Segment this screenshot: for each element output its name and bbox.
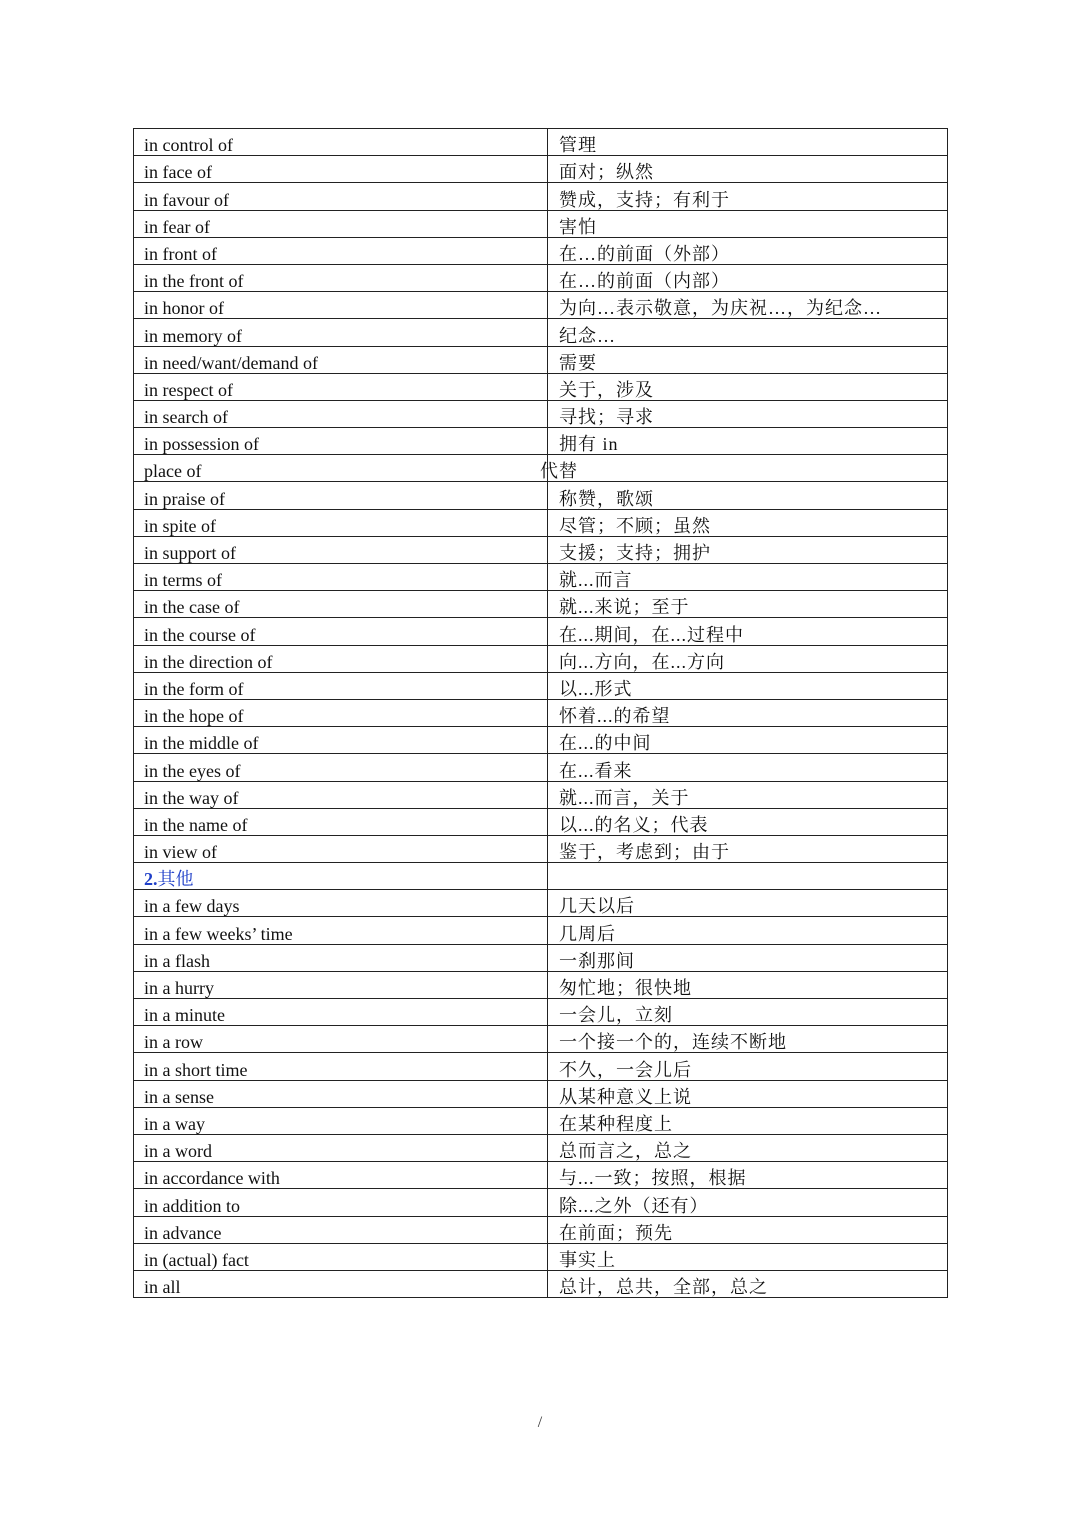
phrase-chinese: 就...而言 [548, 564, 948, 591]
phrase-english: in a row [134, 1026, 548, 1053]
phrase-english: in the middle of [134, 727, 548, 754]
table-row [134, 264, 948, 291]
phrase-english: in the case of [134, 591, 548, 618]
phrase-english: in fear of [134, 210, 548, 237]
table-row [134, 1134, 948, 1161]
section-title: 其他 [157, 869, 194, 890]
table-row [134, 808, 948, 835]
phrase-chinese: 面对；纵然 [548, 156, 948, 183]
phrase-chinese: 寻找；寻求 [548, 400, 948, 427]
phrase-chinese: 几周后 [548, 917, 948, 944]
phrase-chinese: 以...形式 [548, 672, 948, 699]
phrase-english: in the name of [134, 808, 548, 835]
phrase-chinese: 称赞，歌颂 [548, 482, 948, 509]
phrase-chinese: 尽管；不顾；虽然 [548, 509, 948, 536]
phrase-english: place of [134, 455, 548, 482]
table-row [134, 1270, 948, 1297]
phrase-english: in addition to [134, 1189, 548, 1216]
phrase-english: in all [134, 1270, 548, 1297]
phrase-english: in spite of [134, 509, 548, 536]
page-footer-mark: / [537, 1414, 543, 1431]
phrase-english: in honor of [134, 292, 548, 319]
phrase-english: in (actual) fact [134, 1243, 548, 1270]
table-row [134, 618, 948, 645]
table-row [134, 672, 948, 699]
section-heading-row [134, 863, 948, 890]
phrase-english: in need/want/demand of [134, 346, 548, 373]
phrase-chinese: 从某种意义上说 [548, 1080, 948, 1107]
phrase-english: in the way of [134, 781, 548, 808]
phrase-english: in memory of [134, 319, 548, 346]
table-row [134, 699, 948, 726]
phrase-chinese-text: 代替 [540, 461, 578, 482]
table-row [134, 183, 948, 210]
phrase-english: in possession of [134, 428, 548, 455]
phrase-english: in the form of [134, 672, 548, 699]
table-row [134, 1026, 948, 1053]
phrase-chinese: 在...期间，在...过程中 [548, 618, 948, 645]
phrase-english: in control of [134, 129, 548, 156]
empty-cell [548, 863, 948, 890]
phrase-chinese: 在某种程度上 [548, 1107, 948, 1134]
table-row [134, 536, 948, 563]
phrase-chinese: 在…的前面（外部） [548, 237, 948, 264]
phrase-chinese: 总计，总共，全部，总之 [548, 1270, 948, 1297]
phrase-chinese: 为向…表示敬意，为庆祝…，为纪念… [548, 292, 948, 319]
phrase-chinese: 拥有 in [548, 428, 948, 455]
table-row [134, 482, 948, 509]
table-row [134, 754, 948, 781]
table-row [134, 455, 948, 482]
phrase-chinese: 除...之外（还有） [548, 1189, 948, 1216]
phrase-english: in a hurry [134, 971, 548, 998]
table-row [134, 1189, 948, 1216]
phrase-english: in a few weeks’ time [134, 917, 548, 944]
table-row [134, 591, 948, 618]
table-row [134, 319, 948, 346]
phrase-chinese: 关于，涉及 [548, 373, 948, 400]
phrase-english: in praise of [134, 482, 548, 509]
phrase-chinese: 就...来说；至于 [548, 591, 948, 618]
phrase-table-body [134, 129, 948, 1298]
table-row [134, 1216, 948, 1243]
phrase-english: in view of [134, 835, 548, 862]
table-row [134, 1107, 948, 1134]
phrase-chinese: 赞成，支持；有利于 [548, 183, 948, 210]
table-row [134, 1162, 948, 1189]
phrase-chinese: 不久，一会儿后 [548, 1053, 948, 1080]
table-row [134, 917, 948, 944]
phrase-chinese: 支援；支持；拥护 [548, 536, 948, 563]
table-row [134, 835, 948, 862]
phrase-english: in advance [134, 1216, 548, 1243]
phrase-chinese: 鉴于，考虑到；由于 [548, 835, 948, 862]
table-row [134, 781, 948, 808]
phrase-chinese: 管理 [548, 129, 948, 156]
phrase-chinese: 需要 [548, 346, 948, 373]
table-row [134, 292, 948, 319]
phrase-chinese: 在...的中间 [548, 727, 948, 754]
table-row [134, 999, 948, 1026]
phrase-chinese: 在前面；预先 [548, 1216, 948, 1243]
phrase-english: in face of [134, 156, 548, 183]
table-row [134, 346, 948, 373]
phrase-english: in a few days [134, 890, 548, 917]
phrase-chinese: 就...而言，关于 [548, 781, 948, 808]
phrase-chinese: 在…的前面（内部） [548, 264, 948, 291]
phrase-chinese: 纪念… [548, 319, 948, 346]
table-row [134, 509, 948, 536]
phrase-chinese: 怀着...的希望 [548, 699, 948, 726]
phrase-english: in accordance with [134, 1162, 548, 1189]
section-number: 2. [144, 869, 158, 890]
phrase-chinese: 在...看来 [548, 754, 948, 781]
phrase-chinese: 一会儿，立刻 [548, 999, 948, 1026]
table-row [134, 237, 948, 264]
table-row [134, 564, 948, 591]
phrase-chinese: 匆忙地；很快地 [548, 971, 948, 998]
phrase-english: in a way [134, 1107, 548, 1134]
phrase-chinese: 一刹那间 [548, 944, 948, 971]
table-row [134, 210, 948, 237]
phrase-chinese: 向...方向，在...方向 [548, 645, 948, 672]
phrase-table [133, 128, 948, 1298]
phrase-english: in the course of [134, 618, 548, 645]
phrase-chinese [540, 455, 948, 482]
phrase-english: in a flash [134, 944, 548, 971]
phrase-english: in the front of [134, 264, 548, 291]
table-row [134, 1053, 948, 1080]
phrase-english: in a word [134, 1134, 548, 1161]
phrase-english: in a short time [134, 1053, 548, 1080]
phrase-english: in terms of [134, 564, 548, 591]
table-row [134, 129, 948, 156]
phrase-english: in respect of [134, 373, 548, 400]
section-heading [134, 863, 548, 890]
table-row [134, 727, 948, 754]
table-row [134, 156, 948, 183]
phrase-english: in support of [134, 536, 548, 563]
table-row [134, 944, 948, 971]
table-row [134, 400, 948, 427]
table-row [134, 428, 948, 455]
phrase-chinese: 与...一致；按照，根据 [548, 1162, 948, 1189]
table-row [134, 645, 948, 672]
phrase-english: in search of [134, 400, 548, 427]
table-row [134, 1243, 948, 1270]
phrase-english: in a sense [134, 1080, 548, 1107]
phrase-english: in favour of [134, 183, 548, 210]
phrase-chinese: 以...的名义；代表 [548, 808, 948, 835]
table-row [134, 373, 948, 400]
table-row [134, 971, 948, 998]
phrase-english: in the direction of [134, 645, 548, 672]
table-row [134, 1080, 948, 1107]
phrase-chinese: 一个接一个的，连续不断地 [548, 1026, 948, 1053]
phrase-chinese: 总而言之，总之 [548, 1134, 948, 1161]
phrase-english: in the hope of [134, 699, 548, 726]
phrase-english: in a minute [134, 999, 548, 1026]
phrase-chinese: 害怕 [548, 210, 948, 237]
phrase-chinese: 几天以后 [548, 890, 948, 917]
table-row [134, 890, 948, 917]
phrase-english: in front of [134, 237, 548, 264]
phrase-chinese: 事实上 [548, 1243, 948, 1270]
phrase-english: in the eyes of [134, 754, 548, 781]
